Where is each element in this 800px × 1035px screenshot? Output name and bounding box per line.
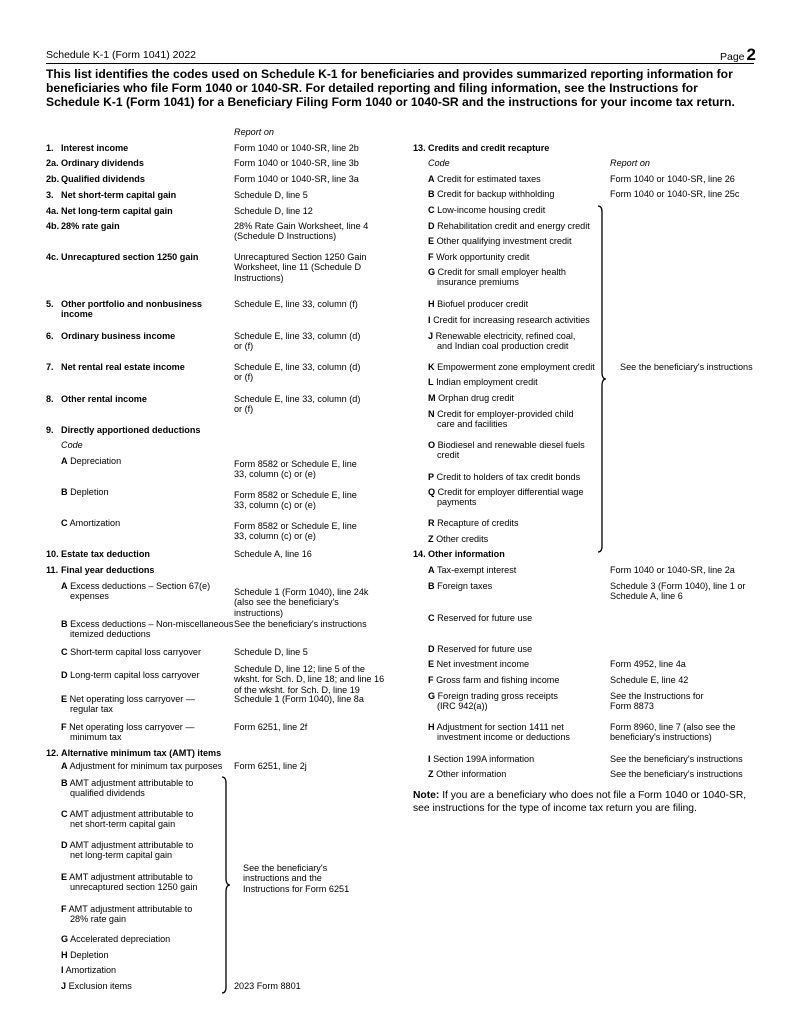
code-letter: O (428, 440, 436, 450)
code-label: Net operating loss carryover — (69, 694, 195, 704)
item-number: 11. (46, 565, 59, 575)
code-label: Low-income housing credit (437, 205, 546, 215)
form-title: Schedule K-1 (Form 1041) 2022 (46, 49, 196, 61)
note (413, 789, 758, 815)
item-report: Schedule E, line 33, column (d) (234, 394, 361, 404)
code-letter: C (61, 518, 68, 528)
code-report: beneficiary's instructions) (610, 732, 712, 743)
page-number: 2 (746, 45, 756, 64)
code-report: Schedule 1 (Form 1040), line 8a (234, 694, 364, 704)
code-report: Schedule 1 (Form 1040), line 24k (234, 587, 369, 597)
code-report: 2023 Form 8801 (234, 981, 301, 991)
code-report: Schedule A, line 6 (610, 591, 683, 602)
item-number: 4b. (46, 221, 60, 231)
code-letter: P (428, 472, 435, 482)
code-row (61, 761, 222, 771)
code-label: Credit for small employer health (437, 267, 566, 277)
code-label: Credit for estimated taxes (437, 174, 541, 184)
code-letter: A (61, 581, 68, 591)
item-number: 3. (46, 190, 54, 200)
code-letter: F (61, 904, 67, 914)
code-label: Indian employment credit (436, 377, 538, 387)
code-row (428, 362, 595, 372)
code-label: Credit for employer-provided child (437, 409, 574, 419)
code-letter: Z (428, 769, 434, 779)
code-letter: C (61, 809, 68, 819)
code-letter: K (428, 362, 435, 372)
code-row (428, 769, 506, 779)
code-letter: G (428, 267, 436, 277)
item-report: Instructions) (234, 272, 284, 283)
code-row (428, 722, 564, 732)
code-row (428, 236, 572, 246)
code-row-cont: care and facilities (437, 419, 508, 430)
code-label: Gross farm and fishing income (436, 675, 560, 685)
code-letter: D (428, 221, 435, 231)
code-report: 33, column (c) or (e) (234, 531, 316, 542)
code-label: Tax-exempt interest (436, 565, 517, 575)
item-report: Schedule D, line 12 (234, 206, 313, 216)
code-letter: G (428, 691, 436, 701)
code-row (61, 809, 193, 819)
code-report: Form 4952, line 4a (610, 659, 686, 669)
code-row-cont: net short-term capital gain (70, 819, 176, 830)
code-label: Credit to holders of tax credit bonds (436, 472, 581, 482)
code-report: of the wksht. for Sch. D, line 19 (234, 684, 360, 695)
code-letter: A (61, 456, 68, 466)
item-report: or (f) (234, 372, 254, 383)
code-row (61, 694, 195, 704)
code-row (428, 393, 514, 403)
code-report: Schedule D, line 5 (234, 647, 308, 657)
item-number: 6. (46, 331, 54, 341)
item-report: Schedule D, line 5 (234, 190, 308, 200)
code-label: Other information (436, 769, 507, 779)
code-letter: F (428, 675, 434, 685)
code-report: Form 8960, line 7 (also see the (610, 722, 736, 732)
code-letter: C (61, 647, 68, 657)
code-row (61, 981, 132, 991)
code-letter: E (428, 659, 435, 669)
code-row (61, 778, 193, 788)
code-row-cont: payments (437, 497, 477, 508)
code-letter: H (61, 950, 68, 960)
code-letter: H (428, 299, 435, 309)
code-label: Amortization (65, 965, 117, 975)
code-row (428, 267, 566, 277)
code-report: See the beneficiary's instructions (610, 769, 743, 779)
code-row (428, 581, 492, 591)
brace-report: See the beneficiary's instructions (620, 362, 753, 372)
code-row (428, 189, 554, 199)
intro-paragraph: This list identifies the codes used on Schedule K-1 for beneficiaries and provides summarized reporting information for beneficiaries who file Form 1040 or 1040-SR. For detailed reporting and filing information, see the Instructions for Schedule K-1 (Form 1041) for a Beneficiary Filing Form 1040 or 1040-SR and the instructions for your income tax return. (46, 67, 735, 109)
code-report: Form 8582 or Schedule E, line (234, 490, 357, 500)
item-label: Other information (428, 549, 505, 559)
code-row (428, 472, 580, 482)
code-letter: R (428, 518, 435, 528)
code-report: (also see the beneficiary's (234, 597, 339, 608)
item-number: 7. (46, 362, 54, 372)
code-row (428, 675, 559, 685)
code-row (61, 670, 200, 680)
code-label: Other credits (436, 534, 489, 544)
item-number: 10. (46, 549, 59, 559)
code-row-cont: net long-term capital gain (70, 850, 173, 861)
code-letter: L (428, 377, 434, 387)
item-report: Unrecaptured Section 1250 Gain (234, 252, 367, 262)
code-row-cont: regular tax (70, 704, 113, 715)
item-number: 8. (46, 394, 54, 404)
item-label: 28% rate gain (61, 221, 120, 231)
code-letter: J (428, 331, 434, 341)
code-label: Biodiesel and renewable diesel fuels (437, 440, 585, 450)
page-label: Page (720, 51, 745, 63)
item-number: 12. (46, 748, 59, 758)
code-row-cont: investment income or deductions (437, 732, 570, 743)
code-row (61, 619, 233, 629)
item-number: 5. (46, 299, 54, 309)
code-letter: D (61, 670, 68, 680)
note-text: If you are a beneficiary who does not file a Form 1040 or 1040-SR, see instructions for the type of income tax return you are filing. (413, 790, 747, 814)
code-label: AMT adjustment attributable to (69, 840, 194, 850)
code-label: Section 199A information (433, 754, 535, 764)
code-row (428, 299, 528, 309)
code-row (61, 647, 201, 657)
item-label: Other rental income (61, 394, 147, 404)
item-report: Form 1040 or 1040-SR, line 3a (234, 174, 359, 184)
code-label: Reserved for future use (437, 613, 533, 623)
code-row-cont: credit (437, 450, 460, 461)
code-label: Credit for backup withholding (437, 189, 555, 199)
code-label: Excess deductions – Section 67(e) (70, 581, 211, 591)
code-row (428, 518, 519, 528)
code-row (428, 691, 558, 701)
code-label: Renewable electricity, refined coal, (435, 331, 576, 341)
item-label: Estate tax deduction (61, 549, 150, 559)
code-label: Recapture of credits (437, 518, 519, 528)
item-label: Final year deductions (61, 565, 155, 575)
code-letter: A (428, 565, 435, 575)
code-row-cont: unrecaptured section 1250 gain (70, 882, 198, 893)
page-indicator (720, 45, 756, 65)
brace-report: Instructions for Form 6251 (243, 883, 350, 894)
code-label: Other qualifying investment credit (436, 236, 572, 246)
code-label: Net operating loss carryover — (69, 722, 195, 732)
code-label: Exclusion items (68, 981, 132, 991)
item-report: Form 1040 or 1040-SR, line 2b (234, 143, 359, 153)
item-number: 2a. (46, 158, 59, 168)
code-label: Adjustment for section 1411 net (436, 722, 564, 732)
item-label: Interest income (61, 143, 129, 153)
code-row-cont: minimum tax (70, 732, 122, 743)
item-report: or (f) (234, 341, 254, 352)
code-letter: N (428, 409, 435, 419)
item-number: 13. (413, 143, 426, 153)
item-label: Other portfolio and nonbusiness (61, 299, 202, 309)
code-row (428, 754, 534, 764)
code-row-cont: and Indian coal production credit (437, 341, 569, 352)
code-letter: B (428, 189, 435, 199)
code-label: Biofuel producer credit (437, 299, 529, 309)
code-letter: H (428, 722, 435, 732)
code-report: Form 1040 or 1040-SR, line 25c (610, 189, 740, 199)
item-label: Net short-term capital gain (61, 190, 177, 200)
code-label: Rehabilitation credit and energy credit (437, 221, 590, 231)
item-report: (Schedule D Instructions) (234, 231, 337, 242)
code-letter: J (61, 981, 67, 991)
item-label: Directly apportioned deductions (61, 425, 201, 435)
code-label: Long-term capital loss carryover (70, 670, 200, 680)
code-label: AMT adjustment attributable to (69, 809, 194, 819)
code-label: Credit for increasing research activities (433, 315, 590, 325)
code-header: Code (61, 440, 83, 450)
brace-item13 (596, 206, 608, 552)
header-rule (46, 63, 754, 64)
code-row (61, 934, 170, 944)
item-number: 1. (46, 143, 54, 153)
code-row-cont: 28% rate gain (70, 914, 127, 925)
item-number: 9. (46, 425, 54, 435)
code-row (428, 565, 516, 575)
brace-report: See the beneficiary's (243, 863, 328, 873)
item-number: 14. (413, 549, 426, 559)
code-row (61, 487, 109, 497)
code-label: Depletion (70, 487, 109, 497)
code-label: Depreciation (70, 456, 122, 466)
code-label: Amortization (69, 518, 121, 528)
code-row (61, 722, 194, 732)
code-row (61, 904, 192, 914)
code-row (61, 581, 210, 591)
code-label: Reserved for future use (437, 644, 533, 654)
code-row-cont: qualified dividends (70, 788, 145, 799)
report-on-header: Report on (610, 158, 650, 168)
code-report: Form 8873 (610, 701, 654, 712)
report-on-header: Report on (234, 127, 274, 137)
code-letter: D (428, 644, 435, 654)
code-row (428, 252, 529, 262)
code-row (428, 534, 488, 544)
code-row (61, 840, 193, 850)
code-row-cont: expenses (70, 591, 109, 602)
code-report: Schedule E, line 42 (610, 675, 689, 685)
code-letter: B (428, 581, 435, 591)
item-report: 28% Rate Gain Worksheet, line 4 (234, 221, 369, 231)
code-letter: D (61, 840, 68, 850)
code-label: Credit for employer differential wage (437, 487, 584, 497)
item-report: or (f) (234, 404, 254, 415)
item-label: Net rental real estate income (61, 362, 185, 372)
code-row (428, 613, 532, 623)
code-letter: E (428, 236, 435, 246)
item-label: Ordinary dividends (61, 158, 144, 168)
code-report: See the Instructions for (610, 691, 704, 701)
code-report: instructions) (234, 607, 284, 618)
code-row (428, 205, 545, 215)
code-report: Form 6251, line 2j (234, 761, 307, 771)
code-row (428, 440, 585, 450)
code-letter: Z (428, 534, 434, 544)
code-row (61, 965, 116, 975)
code-header: Code (428, 158, 450, 168)
code-letter: B (61, 778, 68, 788)
code-letter: F (61, 722, 67, 732)
code-letter: G (61, 934, 69, 944)
code-letter: I (61, 965, 64, 975)
code-report: Schedule D, line 12; line 5 of the (234, 664, 365, 674)
code-label: Adjustment for minimum tax purposes (69, 761, 223, 771)
item-number: 2b. (46, 174, 60, 184)
code-letter: B (61, 487, 68, 497)
code-report: Form 8582 or Schedule E, line (234, 521, 357, 531)
code-row (428, 315, 590, 325)
item-label: Net long-term capital gain (61, 206, 173, 216)
code-label: Work opportunity credit (436, 252, 530, 262)
code-label: Accelerated depreciation (70, 934, 171, 944)
note-label: Note: (413, 790, 440, 801)
item-label: Ordinary business income (61, 331, 176, 341)
brace-report: instructions and the (243, 873, 322, 884)
code-label: Orphan drug credit (438, 393, 514, 403)
code-row (428, 487, 584, 497)
code-row-cont: (IRC 942(a)) (437, 701, 488, 712)
code-label: AMT adjustment attributable to (69, 778, 194, 788)
item-label: Credits and credit recapture (428, 143, 550, 153)
code-label: Foreign taxes (437, 581, 493, 591)
code-letter: M (428, 393, 436, 403)
code-label: Short-term capital loss carryover (70, 647, 201, 657)
code-letter: I (428, 754, 431, 764)
code-report: Form 1040 or 1040-SR, line 26 (610, 174, 735, 184)
code-row (428, 174, 541, 184)
code-letter: B (61, 619, 68, 629)
item-report: Schedule E, line 33, column (d) (234, 331, 361, 341)
item-label: Unrecaptured section 1250 gain (61, 252, 199, 262)
code-report: Form 6251, line 2f (234, 722, 308, 732)
item-report: Schedule E, line 33, column (d) (234, 362, 361, 372)
code-report: 33, column (c) or (e) (234, 500, 316, 511)
code-report: See the beneficiary's instructions (234, 619, 367, 629)
item-report: Form 1040 or 1040-SR, line 3b (234, 158, 359, 168)
code-letter: C (428, 613, 435, 623)
code-row (61, 950, 109, 960)
code-row (61, 518, 120, 528)
item-report: Worksheet, line 11 (Schedule D (234, 262, 362, 273)
item-report: Schedule A, line 16 (234, 549, 312, 559)
code-report: Form 8582 or Schedule E, line (234, 459, 357, 469)
code-row (428, 659, 529, 669)
item-label: Alternative minimum tax (AMT) items (61, 748, 222, 758)
code-row (61, 872, 193, 882)
code-label: Depletion (70, 950, 109, 960)
code-label: Excess deductions – Non-miscellaneous (70, 619, 234, 629)
code-row (61, 456, 121, 466)
code-letter: C (428, 205, 435, 215)
item-label: income (61, 309, 93, 320)
code-label: Net investment income (436, 659, 530, 669)
code-row (428, 644, 532, 654)
code-label: AMT adjustment attributable to (68, 904, 193, 914)
item-number: 4c. (46, 252, 59, 262)
code-label: Foreign trading gross receipts (437, 691, 558, 701)
code-row (428, 409, 574, 419)
code-letter: Q (428, 487, 436, 497)
code-report: See the beneficiary's instructions (610, 754, 743, 764)
code-row-cont: itemized deductions (70, 629, 151, 640)
code-letter: A (428, 174, 435, 184)
code-label: Empowerment zone employment credit (437, 362, 595, 372)
code-row (428, 221, 590, 231)
item-report: Schedule E, line 33, column (f) (234, 299, 358, 309)
code-letter: A (61, 761, 68, 771)
code-letter: E (61, 694, 68, 704)
item-number: 4a. (46, 206, 59, 216)
code-letter: F (428, 252, 434, 262)
brace-item12 (220, 777, 232, 993)
code-report: Form 1040 or 1040-SR, line 2a (610, 565, 735, 575)
code-row (428, 331, 575, 341)
code-report: 33, column (c) or (e) (234, 469, 316, 480)
code-letter: I (428, 315, 431, 325)
code-row (428, 377, 538, 387)
item-label: Qualified dividends (61, 174, 145, 184)
code-row-cont: insurance premiums (437, 277, 519, 288)
code-letter: E (61, 872, 68, 882)
code-report: wksht. for Sch. D, line 18; and line 16 (234, 674, 385, 685)
code-report: Schedule 3 (Form 1040), line 1 or (610, 581, 746, 591)
code-label: AMT adjustment attributable to (69, 872, 193, 882)
